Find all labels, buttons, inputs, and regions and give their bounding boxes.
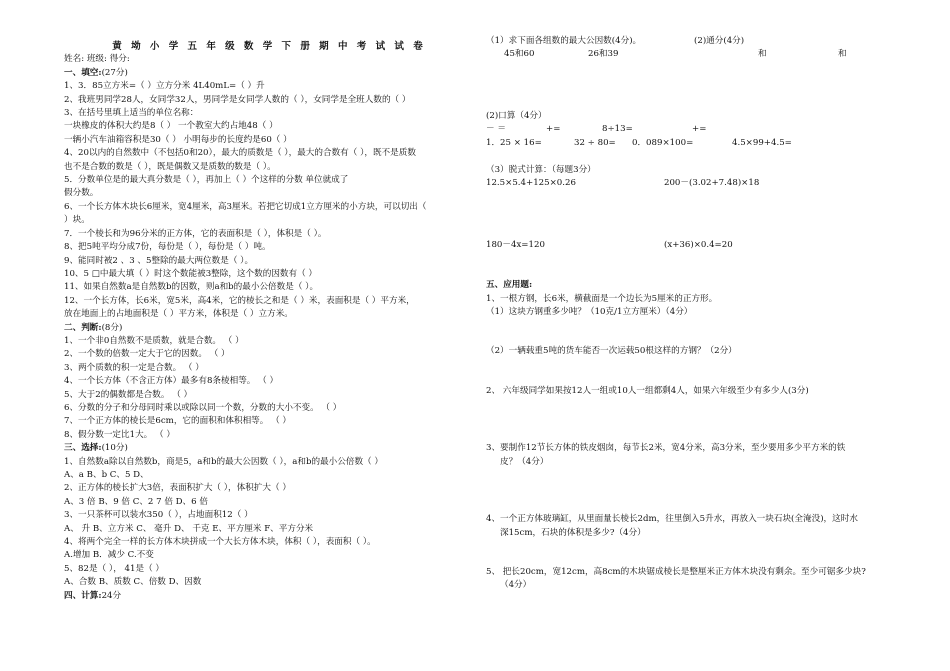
student-info-line: 姓名: 班级: 得分: [64,54,130,65]
section-2-score: (8分) [101,322,123,333]
fill-item: 7．一个棱长和为96分米的正方体，它的表面积是（ ），体积是（ ）。 [64,228,327,239]
application-question: 2、 六年级同学如果按12人一组或10人一组都剩4人，如果六年级至少有多少人(3分) [486,385,809,396]
choice-item: A、合数 B、质数 C、倍数 D、因数 [64,577,202,588]
fill-item: 也不是合数的数是（ ），既是偶数又是质数的数是（ ）。 [64,161,276,172]
choice-item: A.增加 B．减少 C.不变 [64,550,154,561]
lcd-heading: (2)通分(4分) [694,36,745,46]
mental-math-row-1 [486,123,886,136]
judge-item: 8、假分数一定比1大。 （ ） [64,429,175,440]
exam-title: 黄 坳 小 学 五 年 级 数 学 下 册 期 中 考 试 试 卷 [112,41,426,52]
gcd-and-lcd-heading [486,35,886,48]
lcd-item: 和 [838,49,847,60]
fill-item: 8、把5吨平均分成7份，每份是（ ），每份是（ ）吨。 [64,242,271,253]
right-column [486,35,886,593]
fill-item: 一辆小汽车油箱容积是30（ ） 小明每步的长度约是60（ ） [64,134,292,145]
mental-math-item: 8÷13= [602,124,633,135]
application-question: 4、一个正方体玻璃缸，从里面量长棱长2dm，往里倒入5升水，再放入一块石块(全淹没)，这时水 [486,514,858,525]
mental-math-row-2 [486,137,886,150]
judge-item: 5、大于2的偶数都是合数。 （ ） [64,389,193,400]
fill-item: ）块。 [64,215,90,226]
mental-math-item: += [546,124,561,135]
fill-item: 6、一个长方体木块长6厘米，宽4厘米，高3厘米。若把它切成1立方厘米的小方块，可以切出（ [64,201,427,212]
section-3-score: (10分) [101,443,128,454]
choice-item: A、a B、b C、5 D、 [64,470,149,480]
fill-item: 一块橡皮的体积大约是8（ ） 一个教室大约占地48（ ） [64,121,278,132]
application-question: 3、要制作12节长方体的铁皮烟囱，每节长2米，宽4分米，高3分米，至少要用多少平方米的铁 [486,443,846,454]
fill-item: 假分数。 [64,188,99,199]
mental-math-item: 0．089×100= [632,137,694,148]
fill-item: 10、5 □中最大填（ ）时这个数能被3整除，这个数的因数有（ ） [64,268,318,279]
judge-item: 7、一个正方体的棱长是6cm，它的面积和体积相等。 （ ） [64,416,292,427]
application-question: （2）一辆载重5吨的货车能否一次运载50根这样的方钢？（2分） [486,346,737,357]
stepwise-item: 200－(3.02+7.48)×18 [664,178,760,189]
application-question: 1、一根方钢，长6米，横截面是一个边长为5厘米的正方形。 [486,293,718,304]
gcd-item: 45和60 [504,49,535,60]
section-1-score: (27分) [101,67,128,78]
fill-blank-questions [64,80,474,321]
gcd-heading: （1）求下面各组数的最大公因数(4分)。 [486,36,642,46]
equation-item: 180－4x=120 [486,239,545,250]
fill-item: 4、20以内的自然数中（不包括0和20），最大的质数是（ ），最大的合数有（ ），既不是质数 [64,148,416,159]
stepwise-item: 12.5×5.4+125×0.26 [486,178,576,189]
mental-math-item: 32 ÷ 80= [574,137,616,148]
fill-item: 11、如果自然数a是自然数b的因数，则a和b的最小公倍数是（ ）。 [64,282,319,293]
section-4-title: 四、计算: [64,590,102,601]
fill-item: 2、我班男同学28人，女同学32人，男同学是女同学人数的（ ），女同学是全班人数的（ ） [64,94,411,105]
application-question: （1）这块方钢重多少吨？（10克/1立方厘米）（4分） [486,307,693,318]
left-column [64,0,474,603]
mental-math-item: － ＝ [486,124,506,135]
gcd-item: 26和39 [588,49,619,60]
choice-questions [64,456,474,590]
judge-questions [64,335,474,442]
section-4-score: 24分 [101,590,122,601]
application-question: 5、 把长20cm，宽12cm，高8cm的木块锯成棱长是整厘米正方体木块没有剩余。至少可锯多少块? [486,566,866,577]
choice-item: 2、正方体的棱长扩大3倍，表面积扩大（ ），体积扩大（ ） [64,483,291,494]
section-4-header [64,590,474,603]
judge-item: 1、一个非0自然数不是质数，就是合数。 （ ） [64,335,244,346]
judge-item: 6、分数的分子和分母同时乘以或除以同一个数，分数的大小不变。 （ ） [64,402,342,413]
equation-row [486,239,886,252]
section-5-title: 五、应用题: [486,280,533,291]
mental-math-item: 4.5×99+4.5= [732,137,792,148]
stepwise-heading: （3）脱式计算：（每题3分） [486,165,596,176]
section-1-title: 一、填空: [64,67,102,78]
equation-item: (x+36)×0.4=20 [664,239,733,250]
stepwise-row-1 [486,177,886,190]
fill-item: 3、在括号里填上适当的单位名称： [64,108,199,119]
choice-item: 3、一只茶杯可以装水350（ ），占地面积12（ ） [64,510,253,521]
section-1-header [64,67,474,80]
choice-item: 5、82是（ ）， 41是（ ） [64,563,164,574]
choice-item: A、3 倍 B、9 倍 C、2 7 倍 D、6 倍 [64,496,208,507]
fill-item: 9、能同时被2 、3 、5整除的最大两位数是（ ）。 [64,255,254,266]
application-question: 深15cm，石块的体积是多少?（4分） [500,527,646,538]
gcd-and-lcd-items [486,48,886,61]
section-2-header [64,322,474,335]
section-2-title: 二、判断: [64,322,102,333]
judge-item: 2、一个数的倍数一定大于它的因数。 （ ） [64,349,230,360]
mental-math-item: 1．25 × 16= [486,137,542,148]
choice-item: 1、自然数a除以自然数b，商是5，a和b的最大公因数（ ），a和b的最小公倍数（ ） [64,456,383,467]
judge-item: 3、两个质数的积一定是合数。 （ ） [64,362,204,373]
fill-item: 1、3．85立方米=（ ）立方分米 4L40mL=（ ）升 [64,81,265,92]
choice-item: A、 升 B、立方米 C、 毫升 D、 千克 E、平方厘米 F、平方分米 [64,523,314,534]
fill-item: 放在地面上的占地面积是（ ）平方米，体积是（ ）立方米。 [64,309,293,320]
choice-item: 4、将两个完全一样的长方体木块拼成一个大长方体木块，体积（ ），表面积（ ）。 [64,537,376,548]
application-question: 皮？（4分） [500,456,549,467]
application-question: （4分） [500,580,532,591]
mental-math-heading: (2)口算（4分） [486,110,547,121]
lcd-item: 和 [758,49,767,60]
mental-math-item: += [692,124,707,135]
section-3-header [64,442,474,455]
fill-item: 5．分数单位是的最大真分数是（ ），再加上（ ）个这样的分数 单位就成了 [64,175,349,186]
judge-item: 4、一个长方体（不含正方体）最多有8条棱相等。 （ ） [64,376,279,387]
section-3-title: 三、选择: [64,443,102,454]
fill-item: 12、一个长方体，长6米，宽5米，高4米，它的棱长之和是（ ）米，表面积是（ ）平方米， [64,295,415,306]
